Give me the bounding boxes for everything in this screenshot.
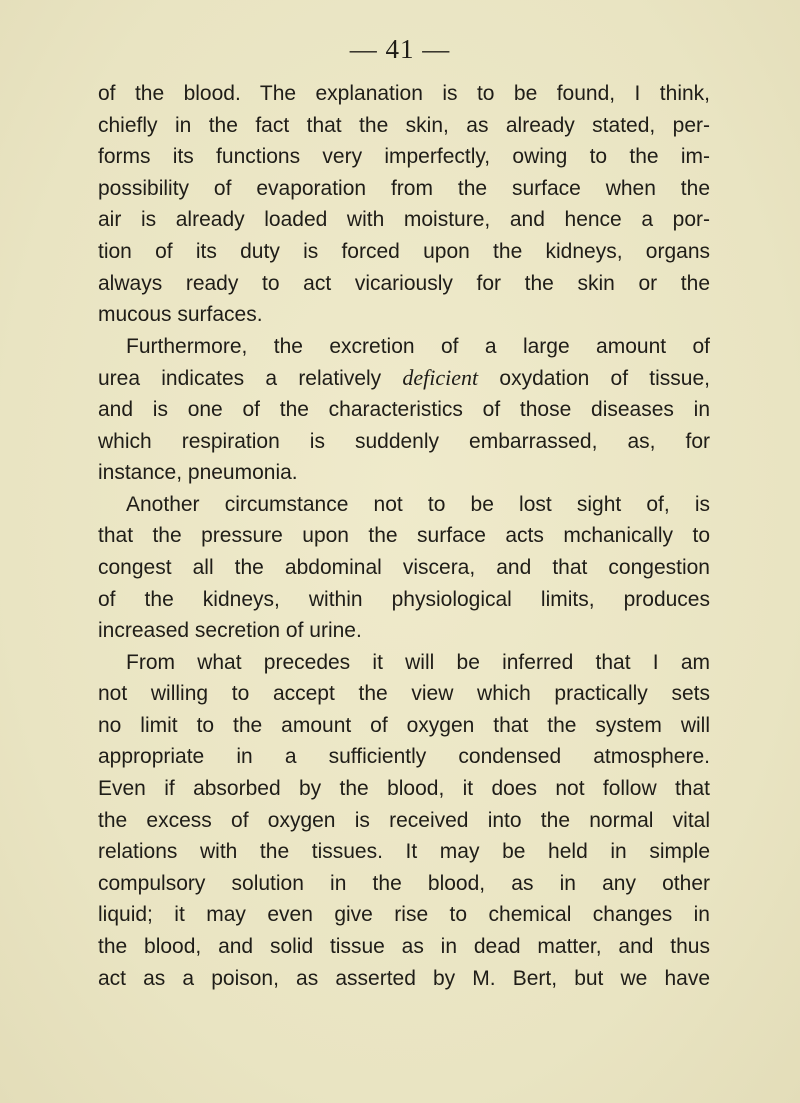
text-line: relations with the tissues. It may be held in simple (98, 840, 710, 864)
body-text (98, 78, 710, 994)
text-line: not willing to accept the view which practically sets (98, 682, 710, 706)
text-line: tion of its duty is forced upon the kidneys, organs (98, 239, 710, 263)
text-line: air is already loaded with moisture, and hence a por- (98, 208, 710, 232)
paragraph-end-line: mucous surfaces. (98, 303, 263, 327)
paragraph-end-line: increased secretion of urine. (98, 619, 362, 643)
text-line: possibility of evaporation from the surface when the (98, 176, 710, 200)
text-line: forms its functions very imperfectly, owing to the im- (98, 145, 710, 169)
text-line: that the pressure upon the surface acts mchanically to (98, 524, 710, 548)
text-line: compulsory solution in the blood, as in any other (98, 871, 710, 895)
text-line: appropriate in a sufficiently condensed atmosphere. (98, 745, 710, 769)
italic-emphasis: deficient (402, 365, 479, 391)
text-line: always ready to act vicariously for the skin or the (98, 271, 710, 295)
text-line: chiefly in the fact that the skin, as already stated, per- (98, 113, 710, 137)
text-line: act as a poison, as asserted by M. Bert, but we have (98, 966, 710, 990)
text-line-with-emphasis (98, 362, 710, 394)
line-text-before: urea indicates a relatively (98, 367, 403, 391)
text-line: and is one of the characteristics of those diseases in (98, 397, 710, 421)
line-text-after: oxydation of tissue, (478, 367, 710, 391)
text-line: which respiration is suddenly embarrassed, as, for (98, 429, 710, 453)
text-line: liquid; it may even give rise to chemical changes in (98, 903, 710, 927)
text-line: of the kidneys, within physiological limits, produces (98, 587, 710, 611)
text-line: congest all the abdominal viscera, and that congestion (98, 555, 710, 579)
paragraph-start-line: Furthermore, the excretion of a large amount of (126, 334, 710, 358)
text-line: Even if absorbed by the blood, it does not follow that (98, 777, 710, 801)
text-line: the blood, and solid tissue as in dead matter, and thus (98, 935, 710, 959)
text-line: of the blood. The explanation is to be found, I think, (98, 82, 710, 105)
text-line: no limit to the amount of oxygen that the system will (98, 713, 710, 737)
paragraph-end-line: instance, pneumonia. (98, 461, 298, 485)
page-number: — 41 — (349, 34, 451, 64)
text-line: the excess of oxygen is received into the normal vital (98, 808, 710, 832)
paragraph-start-line: Another circumstance not to be lost sight of, is (126, 492, 710, 516)
paragraph-start-line: From what precedes it will be inferred that I am (126, 650, 710, 674)
